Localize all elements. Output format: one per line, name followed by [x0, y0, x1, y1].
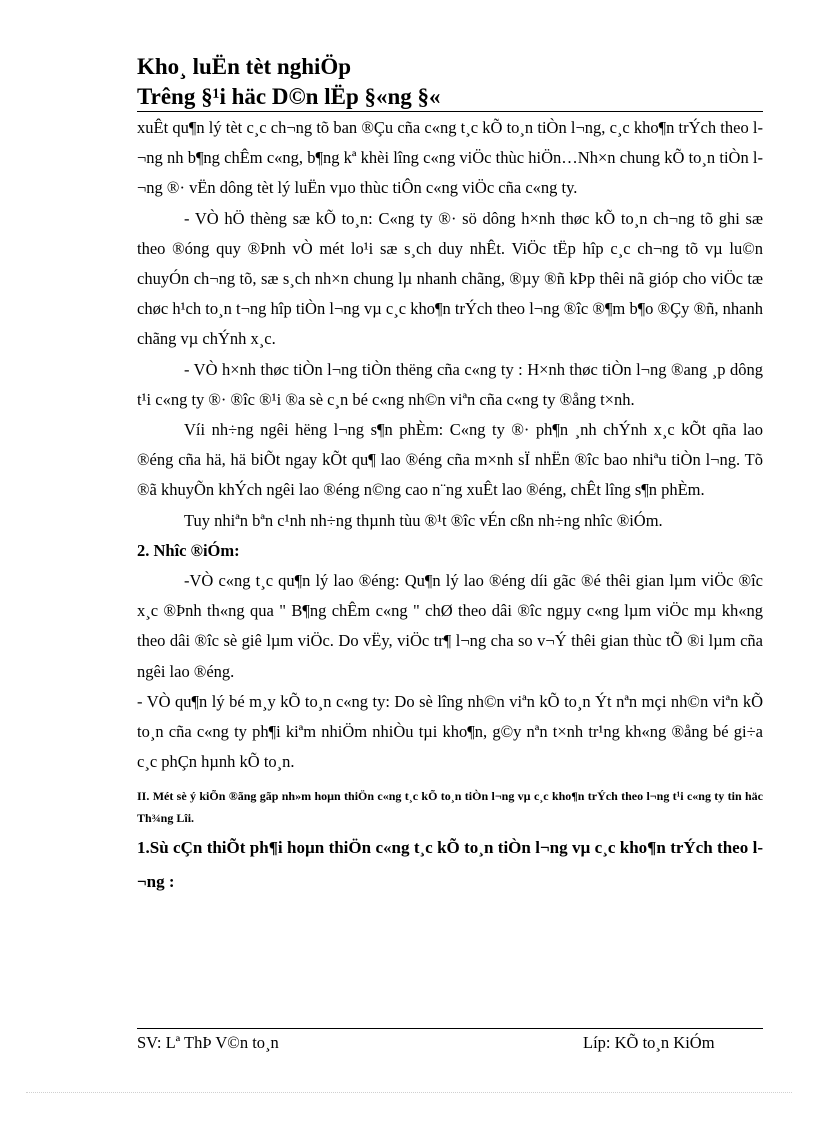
footer-divider [137, 1028, 763, 1029]
footer-class: Líp: KÕ to¸n KiÓm [583, 1033, 715, 1052]
footer-student: SV: Lª ThÞ V©n to¸n [137, 1033, 279, 1052]
page-bottom-border [26, 1092, 792, 1093]
header-university-name: Trêng §¹i häc D©n lËp §«ng §« [137, 84, 441, 109]
paragraph-however: Tuy nhiªn bªn c¹nh nh÷ng thµnh tùu ®¹t ®îc vÉn cßn nh÷ng nhîc ®iÓm. [184, 510, 663, 530]
paragraph-accounting-apparatus: - VÒ qu¶n lý bé m¸y kÕ to¸n c«ng ty: Do sè lîng nh©n viªn kÕ to¸n Ýt nªn mçi nh©n viªn kÕ to¸n cña c«ng ty ph¶i kiªm nhiÖm nhiÒu tµi kho¶n, g©y nªn t×nh tr¹ng kh«ng ®ång bé gi÷a c¸c phÇn hµnh kÕ to¸n. [137, 691, 763, 772]
document-body [137, 113, 763, 899]
page-header [137, 52, 763, 112]
subsection-heading-necessity: 1.Sù cÇn thiÕt ph¶i hoµn thiÖn c«ng t¸c kÕ to¸n tiÒn l¬ng vµ c¸c kho¶n trÝch theo l¬ng : [137, 838, 763, 892]
paragraph-piece-rate-workers: Víi nh÷ng ngêi hëng l¬ng s¶n phÈm: C«ng ty ®· ph¶n ¸nh chÝnh x¸c kÕt qña lao ®éng cña hä, hä biÕt ngay kÕt qu¶ lao ®éng cña m×nh sÏ nhËn ®îc bao nhiªu tiÒn l¬ng. Tõ ®ã khuyÕn khÝch ngêi lao ®éng n©ng cao n¨ng xuÊt lao ®éng, chÊt lîng s¶n phÈm. [137, 420, 763, 500]
header-thesis-title: Kho¸ luËn tèt nghiÖp [137, 54, 352, 79]
paragraph-continuation: xuÊt qu¶n lý tèt c¸c ch¬ng tõ ban ®Çu cña c«ng t¸c kÕ to¸n tiÒn l¬ng, c¸c kho¶n trÝch theo l¬ng nh b¶ng chÊm c«ng, b¶ng kª khèi lîng c«ng viÖc thùc hiÖn…Nh×n chung kÕ to¸n tiÒn l¬ng ®· vËn dông tèt lý luËn vµo thùc tiÔn c«ng viÖc cña c«ng ty. [137, 118, 763, 198]
paragraph-accounting-books: - VÒ hÖ thèng sæ kÕ to¸n: C«ng ty ®· sö dông h×nh thøc kÕ to¸n ch¬ng tõ ghi sæ theo ®óng quy ®Þnh vÒ mét lo¹i sæ s¸ch duy nhÊt. ViÖc tËp hîp c¸c ch¬ng tõ vµ lu©n chuyÓn ch¬ng tõ, sæ s¸ch nh×n chung lµ nhanh chãng, ®µy ®ñ kÞp thêi nã gióp cho viÖc tæ chøc h¹ch to¸n t¬ng hîp tiÒn l¬ng vµ c¸c kho¶n trÝch theo l¬ng ®îc ®¶m b¶o ®Çy ®ñ, nhanh chãng vµ chÝnh x¸c. [137, 208, 763, 349]
header-divider [137, 111, 763, 112]
paragraph-labor-management: -VÒ c«ng t¸c qu¶n lý lao ®éng: Qu¶n lý lao ®éng díi gãc ®é thêi gian lµm viÖc ®îc x¸c ®Þnh th«ng qua " B¶ng chÊm c«ng " chØ theo dâi ®îc ngµy c«ng lµm viÖc mµ kh«ng theo dâi ®îc sè giê lµm viÖc. Do vËy, viÖc tr¶ l¬ng cha so v¬Ý thêi gian thùc tÕ ®i lµm cña ngêi lao ®éng. [137, 571, 763, 681]
paragraph-salary-forms: - VÒ h×nh thøc tiÒn l¬ng tiÒn thëng cña c«ng ty : H×nh thøc tiÒn l¬ng ®ang ¸p dông t¹i c«ng ty ®· ®îc ®¹i ®a sè c¸n bé c«ng nh©n viªn cña c«ng ty ®ång t×nh. [137, 359, 763, 409]
section-heading-suggestions: II. Mét sè ý kiÕn ®ãng gãp nh»m hoµn thiÖn c«ng t¸c kÕ to¸n tiÒn l¬ng vµ c¸c kho¶n trÝch theo l¬ng t¹i c«ng ty tin häc Th¾ng Lîi. [137, 789, 763, 826]
section-heading-weaknesses: 2. Nhîc ®iÓm: [137, 540, 240, 560]
